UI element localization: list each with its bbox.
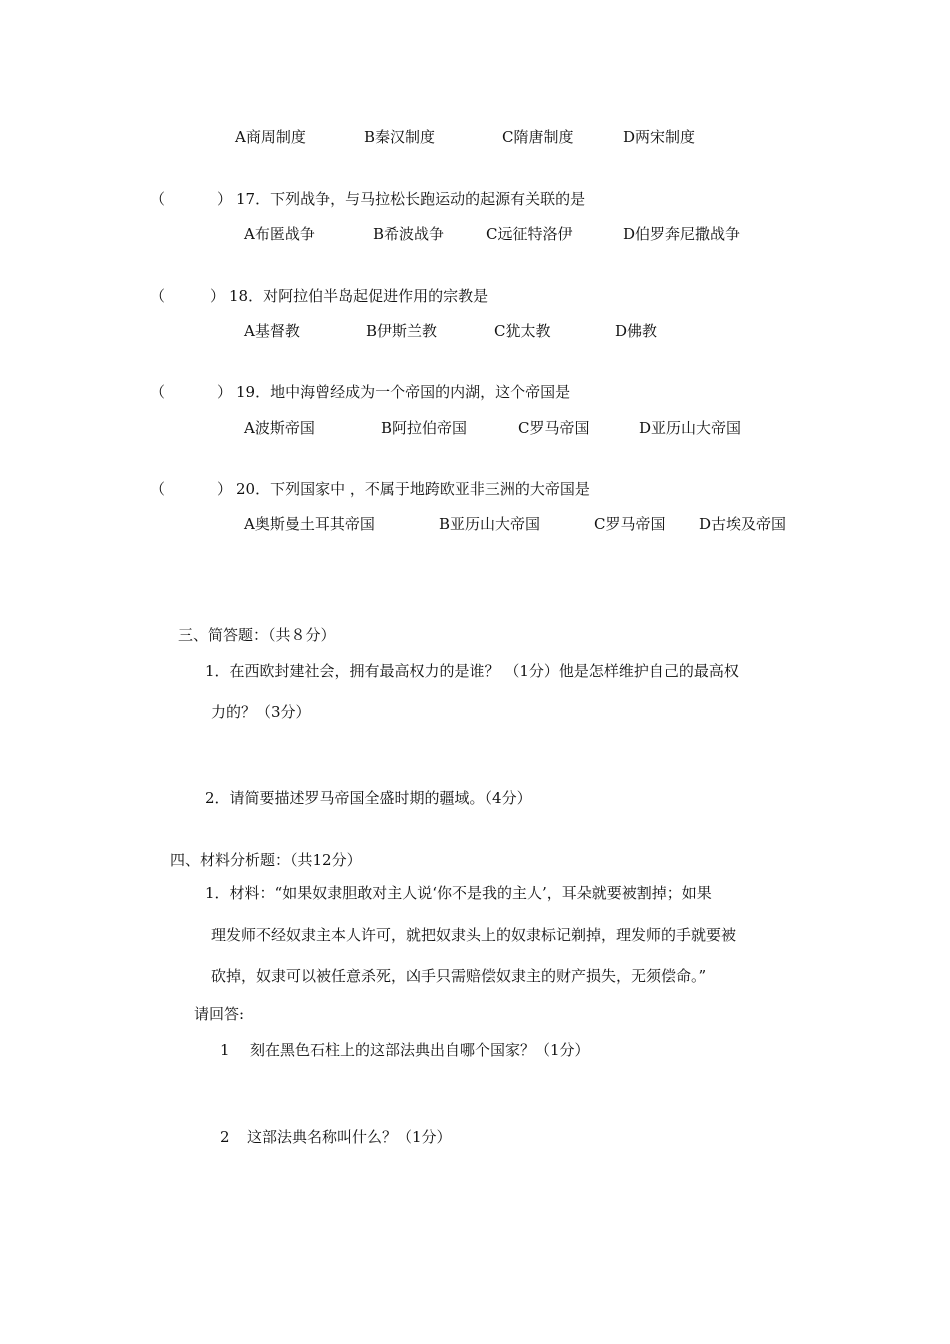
section4-sub2-text: 这部法典名称叫什么？（1分）: [247, 1128, 452, 1146]
q17-option-d: D伯罗奔尼撒战争: [623, 225, 741, 243]
q16-option-d: D两宋制度: [623, 128, 696, 146]
section4-sub2-number: 2: [220, 1128, 230, 1146]
section3-q2: 2．请简要描述罗马帝国全盛时期的疆域。（4分）: [205, 789, 532, 807]
q18-bracket-open: （: [150, 287, 166, 305]
section4-material-line2: 理发师不经奴隶主本人许可，就把奴隶头上的奴隶标记剃掉，理发师的手就要被: [211, 926, 737, 944]
section4-prompt: 请回答:: [194, 1005, 245, 1023]
q17-option-c: C远征特洛伊: [486, 225, 573, 243]
q19-bracket-close: ）: [217, 383, 233, 401]
section3-heading: 三、简答题：（共８分）: [178, 626, 336, 644]
q17-option-b: B希波战争: [373, 225, 445, 243]
q18-option-a: A基督教: [244, 322, 300, 340]
section4-material-line1: 1．材料：“如果奴隶胆敢对主人说‘你不是我的主人’，耳朵就要被割掉；如果: [205, 884, 712, 902]
q20-bracket-open: （: [150, 480, 166, 498]
section4-sub1-number: 1: [220, 1041, 230, 1059]
q17-bracket-close: ）: [217, 190, 233, 208]
q19-option-c: C罗马帝国: [518, 419, 590, 437]
q17-stem: 17．下列战争，与马拉松长跑运动的起源有关联的是: [236, 190, 586, 208]
q20-option-a: A奥斯曼土耳其帝国: [244, 515, 375, 533]
q18-option-b: B伊斯兰教: [366, 322, 438, 340]
q20-option-d: D古埃及帝国: [699, 515, 787, 533]
q19-stem: 19．地中海曾经成为一个帝国的内湖，这个帝国是: [236, 383, 571, 401]
q18-option-c: C犹太教: [494, 322, 551, 340]
q19-option-a: A波斯帝国: [244, 419, 315, 437]
q20-stem: 20．下列国家中 ，不属于地跨欧亚非三洲的大帝国是: [236, 480, 590, 498]
q17-bracket-open: （: [150, 190, 166, 208]
q20-option-b: B亚历山大帝国: [439, 515, 541, 533]
q16-option-a: A商周制度: [235, 128, 306, 146]
q19-bracket-open: （: [150, 383, 166, 401]
section3-q1-line1: 1．在西欧封建社会，拥有最高权力的是谁？ （1分）他是怎样维护自己的最高权: [205, 662, 739, 680]
q20-bracket-close: ）: [217, 480, 233, 498]
q16-option-b: B秦汉制度: [364, 128, 436, 146]
section4-material-line3: 砍掉，奴隶可以被任意杀死，凶手只需赔偿奴隶主的财产损失，无须偿命。”: [211, 967, 707, 985]
q19-option-d: D亚历山大帝国: [639, 419, 742, 437]
q17-option-a: A布匿战争: [244, 225, 315, 243]
section3-q1-line2: 力的？（3分）: [211, 703, 311, 721]
q18-bracket-close: ）: [210, 287, 226, 305]
q18-stem: 18．对阿拉伯半岛起促进作用的宗教是: [229, 287, 489, 305]
q20-option-c: C罗马帝国: [594, 515, 666, 533]
section4-sub1-text: 刻在黑色石柱上的这部法典出自哪个国家？（1分）: [250, 1041, 590, 1059]
q16-option-c: C隋唐制度: [502, 128, 574, 146]
q18-option-d: D佛教: [615, 322, 658, 340]
q19-option-b: B阿拉伯帝国: [381, 419, 468, 437]
section4-heading: 四、材料分析题：（共12分）: [170, 851, 362, 869]
